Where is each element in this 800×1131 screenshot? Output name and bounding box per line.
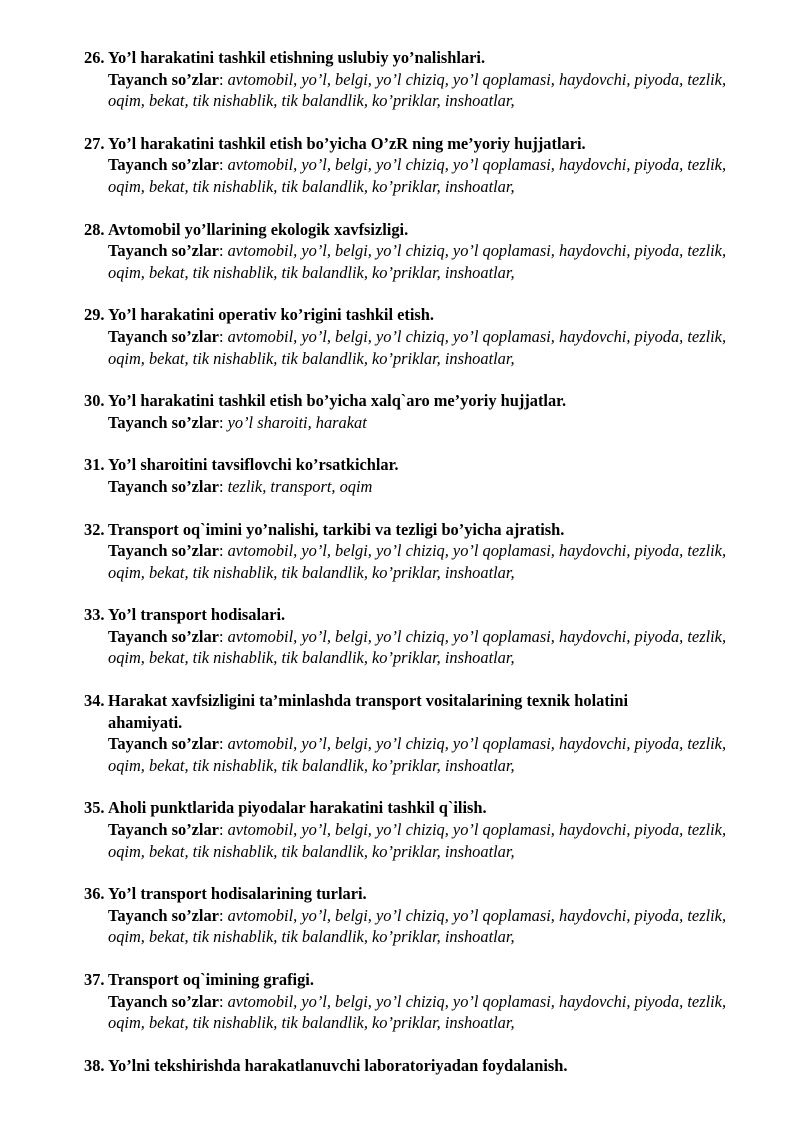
keywords-line	[108, 733, 740, 776]
topic-number: 26.	[84, 48, 105, 67]
topic-title: Yo’l transport hodisalari.	[108, 605, 286, 625]
topic-title: Yo’lni tekshirishda harakatlanuvchi laboratoriyadan foydalanish.	[108, 1055, 568, 1075]
keywords-line	[108, 905, 740, 948]
keywords-separator: :	[218, 991, 228, 1011]
topic-item	[84, 390, 740, 433]
keywords-line	[108, 69, 740, 112]
topic-title: Aholi punktlarida piyodalar harakatini tashkil q`ilish.	[108, 798, 487, 818]
keywords-label: Tayanch so’zlar	[108, 734, 219, 754]
topic-number: 28.	[84, 219, 105, 239]
topic-heading	[84, 454, 740, 476]
keywords-text: yo’l sharoiti, harakat	[227, 412, 367, 432]
topic-heading	[84, 690, 740, 733]
keywords-line	[108, 412, 740, 434]
topic-heading	[84, 219, 740, 241]
keywords-line	[108, 991, 740, 1034]
topic-number: 31.	[84, 455, 105, 475]
keywords-line	[108, 476, 740, 498]
topic-item	[84, 219, 740, 284]
topic-number: 35.	[84, 798, 105, 818]
keywords-label: Tayanch so’zlar	[108, 626, 219, 646]
topic-item	[84, 797, 740, 862]
keywords-label: Tayanch so’zlar	[108, 326, 219, 346]
topic-item	[84, 304, 740, 369]
keywords-separator: :	[218, 69, 228, 89]
topic-item	[84, 690, 740, 776]
topic-item	[84, 133, 740, 198]
keywords-separator: :	[218, 412, 228, 432]
topic-heading	[84, 969, 740, 991]
keywords-line	[108, 240, 740, 283]
topic-title: Yo’l harakatini tashkil etishning uslubiy yo’nalishlari.	[108, 48, 486, 67]
topic-number: 33.	[84, 605, 105, 625]
topic-heading	[84, 1055, 740, 1077]
keywords-text: avtomobil, yo’l, belgi, yo’l chiziq, yo’l qoplamasi, haydovchi, piyoda, tezlik, oqim, bekat, tik nishablik, tik balandlik, ko’priklar, inshoatlar,	[108, 541, 727, 582]
topic-heading	[84, 883, 740, 905]
keywords-line	[108, 326, 740, 369]
topic-title: Yo’l harakatini operativ ko’rigini tashkil etish.	[108, 305, 435, 325]
keywords-label: Tayanch so’zlar	[108, 155, 219, 175]
topic-item	[84, 604, 740, 669]
keywords-label: Tayanch so’zlar	[108, 241, 219, 261]
topic-title: Yo’l sharoitini tavsiflovchi ko’rsatkichlar.	[108, 455, 399, 475]
topic-number: 36.	[84, 884, 105, 904]
topic-title: Transport oq`imining grafigi.	[108, 970, 314, 989]
topic-heading	[84, 47, 740, 69]
keywords-separator: :	[218, 541, 228, 561]
topic-title: Yo’l harakatini tashkil etish bo’yicha O’zR ning me’yoriy hujjatlari.	[108, 133, 586, 153]
topic-heading	[84, 604, 740, 626]
keywords-separator: :	[218, 241, 228, 261]
keywords-separator: :	[218, 626, 228, 646]
keywords-text: avtomobil, yo’l, belgi, yo’l chiziq, yo’l qoplamasi, haydovchi, piyoda, tezlik, oqim, bekat, tik nishablik, tik balandlik, ko’priklar, inshoatlar,	[108, 820, 727, 861]
topic-heading	[84, 390, 740, 412]
topic-number: 38.	[84, 1055, 105, 1075]
topic-item	[84, 969, 740, 1034]
topic-title: Transport oq`imini yo’nalishi, tarkibi va tezligi bo’yicha ajratish.	[108, 519, 565, 539]
keywords-separator: :	[218, 476, 228, 496]
keywords-text: avtomobil, yo’l, belgi, yo’l chiziq, yo’l qoplamasi, haydovchi, piyoda, tezlik, oqim, bekat, tik nishablik, tik balandlik, ko’priklar, inshoatlar,	[108, 626, 727, 668]
keywords-text: avtomobil, yo’l, belgi, yo’l chiziq, yo’l qoplamasi, haydovchi, piyoda, tezlik, oqim, bekat, tik nishablik, tik balandlik, ko’priklar, inshoatlar,	[108, 241, 727, 282]
keywords-label: Tayanch so’zlar	[108, 476, 219, 496]
topic-item	[84, 1055, 740, 1077]
keywords-line	[108, 626, 740, 669]
topic-list	[84, 47, 740, 1076]
keywords-separator: :	[218, 905, 228, 925]
topic-item	[84, 454, 740, 497]
topic-number: 32.	[84, 519, 105, 539]
keywords-text: avtomobil, yo’l, belgi, yo’l chiziq, yo’l qoplamasi, haydovchi, piyoda, tezlik, oqim, bekat, tik nishablik, tik balandlik, ko’priklar, inshoatlar,	[108, 326, 727, 368]
topic-number: 37.	[84, 970, 105, 989]
keywords-label: Tayanch so’zlar	[108, 69, 219, 89]
topic-item	[84, 883, 740, 948]
topic-number: 29.	[84, 305, 105, 325]
keywords-label: Tayanch so’zlar	[108, 991, 219, 1011]
keywords-separator: :	[218, 820, 228, 840]
keywords-text: avtomobil, yo’l, belgi, yo’l chiziq, yo’l qoplamasi, haydovchi, piyoda, tezlik, oqim, bekat, tik nishablik, tik balandlik, ko’priklar, inshoatlar,	[108, 734, 727, 775]
keywords-separator: :	[218, 155, 228, 175]
topic-item	[84, 47, 740, 112]
keywords-label: Tayanch so’zlar	[108, 820, 219, 840]
topic-heading	[84, 133, 740, 155]
keywords-label: Tayanch so’zlar	[108, 905, 219, 925]
topic-heading	[84, 797, 740, 819]
topic-number: 27.	[84, 133, 105, 153]
keywords-separator: :	[218, 326, 228, 346]
topic-heading	[84, 519, 740, 541]
topic-title: Yo’l transport hodisalarining turlari.	[108, 884, 367, 904]
keywords-label: Tayanch so’zlar	[108, 541, 219, 561]
keywords-text: tezlik, transport, oqim	[227, 476, 373, 496]
topic-title: Avtomobil yo’llarining ekologik xavfsizligi.	[108, 219, 409, 239]
keywords-text: avtomobil, yo’l, belgi, yo’l chiziq, yo’l qoplamasi, haydovchi, piyoda, tezlik, oqim, bekat, tik nishablik, tik balandlik, ko’priklar, inshoatlar,	[108, 905, 727, 947]
topic-heading	[84, 304, 740, 326]
keywords-separator: :	[218, 734, 228, 754]
keywords-line	[108, 540, 740, 583]
keywords-label: Tayanch so’zlar	[108, 412, 219, 432]
topic-number: 34.	[84, 691, 105, 711]
topic-title: Harakat xavfsizligini ta’minlashda transport vositalarining texnik holatini ahamiyati.	[108, 691, 628, 732]
topic-title: Yo’l harakatini tashkil etish bo’yicha xalq`aro me’yoriy hujjatlar.	[108, 391, 567, 411]
keywords-text: avtomobil, yo’l, belgi, yo’l chiziq, yo’l qoplamasi, haydovchi, piyoda, tezlik, oqim, bekat, tik nishablik, tik balandlik, ko’priklar, inshoatlar,	[108, 155, 727, 196]
keywords-line	[108, 819, 740, 862]
keywords-text: avtomobil, yo’l, belgi, yo’l chiziq, yo’l qoplamasi, haydovchi, piyoda, tezlik, oqim, bekat, tik nishablik, tik balandlik, ko’priklar, inshoatlar,	[108, 69, 727, 111]
keywords-text: avtomobil, yo’l, belgi, yo’l chiziq, yo’l qoplamasi, haydovchi, piyoda, tezlik, oqim, bekat, tik nishablik, tik balandlik, ko’priklar, inshoatlar,	[108, 991, 727, 1033]
keywords-line	[108, 154, 740, 197]
topic-item	[84, 519, 740, 584]
topic-number: 30.	[84, 391, 105, 411]
